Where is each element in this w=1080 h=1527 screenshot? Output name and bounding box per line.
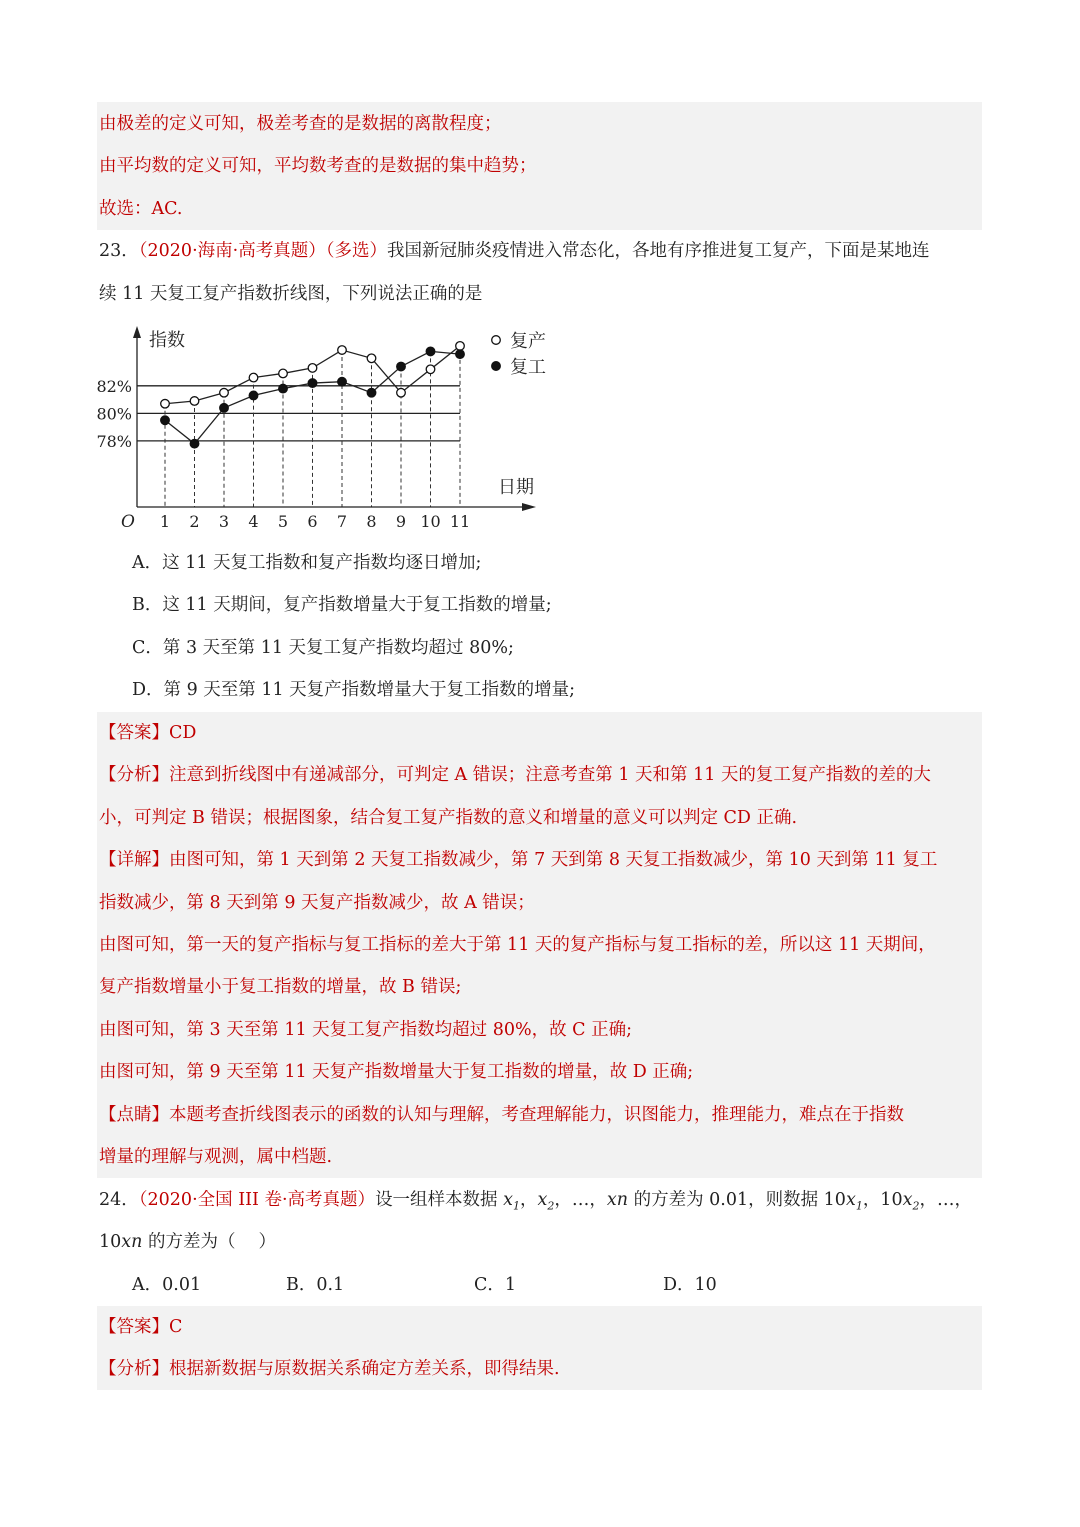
- q24-source: （2020·全国 III 卷·高考真题）: [138, 1190, 376, 1210]
- data-point: [279, 369, 288, 378]
- x-tick-label: 4: [248, 512, 259, 531]
- q24-stem-c: 的方差为（ ）: [142, 1232, 277, 1252]
- prev-analysis-line-3: 故选：AC.: [99, 199, 183, 219]
- data-point: [220, 388, 229, 397]
- q23-number: 23．: [99, 241, 139, 261]
- data-point: [190, 439, 199, 448]
- data-point: [426, 365, 435, 374]
- q23-detail-line-1: [99, 847, 937, 873]
- q23-detail-line-3: 由图可知，第一天的复产指标与复工指标的差大于第 11 天的复产指标与复工指标的差，所以这 11 天期间，: [99, 935, 936, 955]
- sub-2b: 2: [912, 1199, 920, 1213]
- var-x1b: x: [845, 1190, 856, 1210]
- x-axis-arrow: [522, 503, 536, 511]
- chart-labels: [96, 330, 546, 532]
- data-point: [220, 404, 229, 413]
- x-tick-label: 2: [189, 512, 200, 531]
- x-tick-label: 11: [449, 512, 471, 531]
- q23-detail-text-1: 由图可知，第 1 天到第 2 天复工指数减少，第 7 天到第 8 天复工指数减少，第 10 天到第 11 复工: [169, 850, 938, 870]
- series-line-0: [165, 346, 460, 404]
- y-tick-label: 82%: [96, 376, 132, 396]
- q24-analysis: [99, 1356, 560, 1382]
- q24-analysis-text: 根据新数据与原数据关系确定方差关系，即得结果.: [169, 1359, 560, 1379]
- q23-option-b: B．这 11 天期间，复产指数增量大于复工指数的增量;: [132, 595, 552, 615]
- q24-stem-a: 设一组样本数据: [375, 1190, 504, 1210]
- data-point: [456, 350, 465, 359]
- q23-comment-line-1: [99, 1102, 904, 1128]
- data-point: [397, 362, 406, 371]
- var-x2b: x: [902, 1190, 913, 1210]
- var-x1: x: [503, 1190, 513, 1210]
- q24-option-c: C．1: [474, 1275, 517, 1295]
- x-tick-label: 7: [336, 512, 348, 531]
- x-tick-label: 8: [366, 512, 377, 531]
- q23-answer-label: 【答案】: [99, 723, 169, 743]
- q23-option-a: A．这 11 天复工指数和复产指数均逐日增加;: [132, 553, 482, 573]
- data-point: [426, 347, 435, 356]
- q23-answer: [99, 720, 196, 746]
- q24-stem-line-2: [99, 1229, 276, 1255]
- chart-axes: [133, 326, 536, 511]
- q23-detail-line-6: 由图可知，第 9 天至第 11 天复产指数增量大于复工指数的增量，故 D 正确;: [99, 1062, 694, 1082]
- q23-comment-label: 【点睛】: [99, 1105, 169, 1125]
- var-xn: xn: [606, 1190, 629, 1210]
- sep-1: ，: [520, 1190, 538, 1210]
- q23-analysis-text-1: 注意到折线图中有递减部分，可判定 A 错误；注意考查第 1 天和第 11 天的复工复产指数的差的大: [169, 765, 931, 785]
- q24-stem-c-pre: 10: [99, 1232, 122, 1252]
- sep-3: ，10: [862, 1190, 903, 1210]
- legend-marker: [492, 336, 501, 345]
- q23-detail-label: 【详解】: [99, 850, 169, 870]
- y-tick-label: 78%: [96, 431, 132, 451]
- y-axis-title: 指数: [149, 330, 185, 351]
- q23-detail-line-4: 复产指数增量小于复工指数的增量，故 B 错误;: [99, 977, 462, 997]
- x-tick-label: 10: [420, 512, 441, 531]
- q23-stem-text-1: 我国新冠肺炎疫情进入常态化，各地有序推进复工复产，下面是某地连: [386, 241, 930, 261]
- index-line-chart: [90, 318, 550, 538]
- q23-option-c: C．第 3 天至第 11 天复工复产指数均超过 80%;: [132, 638, 514, 658]
- data-point: [249, 373, 258, 382]
- data-point: [308, 364, 317, 373]
- q23-option-d: D．第 9 天至第 11 天复产指数增量大于复工指数的增量;: [132, 680, 576, 700]
- q24-answer: [99, 1314, 182, 1340]
- x-tick-label: 6: [307, 512, 318, 531]
- x-tick-label: 1: [159, 512, 171, 531]
- prev-analysis-line-1: 由极差的定义可知，极差考查的是数据的离散程度；: [99, 114, 502, 134]
- data-point: [367, 388, 376, 397]
- q23-detail-line-2: 指数减少，第 8 天到第 9 天复产指数减少，故 A 错误；: [99, 893, 535, 913]
- x-tick-label: 5: [277, 512, 289, 531]
- q24-option-d: D．10: [663, 1275, 717, 1295]
- q24-number: 24．: [99, 1190, 139, 1210]
- y-tick-label: 80%: [96, 404, 132, 424]
- data-point: [338, 377, 347, 386]
- q23-comment-text-1: 本题考查折线图表示的函数的认知与理解，考查理解能力，识图能力，推理能力，难点在于指数: [169, 1105, 904, 1125]
- x-tick-label: 9: [395, 512, 407, 531]
- x-axis-title: 日期: [498, 477, 534, 498]
- q23-stem-line-2: 续 11 天复工复产指数折线图，下列说法正确的是: [99, 284, 483, 304]
- q23-answer-value: CD: [169, 723, 197, 743]
- sep-2: ，…，: [554, 1190, 607, 1210]
- data-point: [338, 346, 347, 355]
- q23-comment-line-2: 增量的理解与观测，属中档题.: [99, 1147, 333, 1167]
- sub-1b: 1: [855, 1199, 863, 1213]
- var-xnb: xn: [121, 1232, 143, 1252]
- data-point: [397, 388, 406, 397]
- data-point: [190, 397, 199, 406]
- data-point: [367, 354, 376, 363]
- var-x2: x: [537, 1190, 548, 1210]
- data-point: [161, 399, 170, 408]
- q24-option-b: B．0.1: [286, 1275, 345, 1295]
- q23-source: （2020·海南·高考真题）（多选）: [138, 241, 387, 261]
- legend-marker: [492, 362, 501, 371]
- legend-label: 复工: [510, 357, 546, 378]
- y-axis-arrow: [133, 326, 141, 338]
- q23-detail-line-5: 由图可知，第 3 天至第 11 天复工复产指数均超过 80%，故 C 正确;: [99, 1020, 633, 1040]
- data-point: [161, 416, 170, 425]
- q24-analysis-label: 【分析】: [99, 1359, 169, 1379]
- sub-2: 2: [547, 1199, 555, 1213]
- legend-label: 复产: [510, 331, 546, 352]
- data-point: [279, 384, 288, 393]
- data-point: [249, 391, 258, 400]
- q23-analysis-line-1: [99, 762, 931, 788]
- prev-analysis-line-2: 由平均数的定义可知，平均数考查的是数据的集中趋势；: [99, 156, 537, 176]
- q24-answer-label: 【答案】: [99, 1317, 169, 1337]
- q24-answer-value: C: [169, 1317, 183, 1337]
- q24-stem-b: 的方差为 0.01，则数据 10: [628, 1190, 846, 1210]
- sub-1: 1: [513, 1199, 520, 1213]
- q23-stem-line-1: [99, 238, 929, 264]
- x-tick-label: 3: [218, 512, 230, 531]
- data-point: [456, 342, 465, 351]
- q24-option-a: A．0.01: [132, 1275, 202, 1295]
- q24-stem-line-1: [99, 1187, 972, 1220]
- data-point: [308, 379, 317, 388]
- q23-analysis-label: 【分析】: [99, 765, 169, 785]
- q23-analysis-line-2: 小，可判定 B 错误；根据图象，结合复工复产指数的意义和增量的意义可以判定 CD 正确.: [99, 808, 798, 828]
- sep-4: ，…，: [919, 1190, 972, 1210]
- origin-label: O: [121, 512, 135, 532]
